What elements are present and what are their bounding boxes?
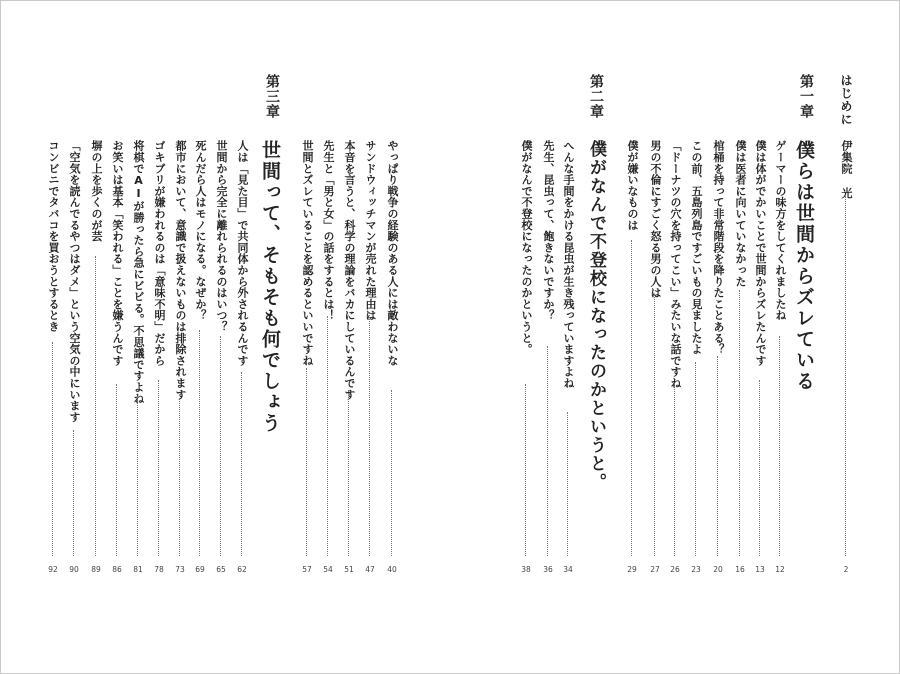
dot-leader [674,386,675,556]
page-number: 36 [543,565,553,574]
page-number: 12 [775,565,785,574]
dot-leader [547,346,548,556]
page-number: 73 [175,565,185,574]
entry-text: へんな手間をかける昆虫が生き残っていますよね [562,140,575,389]
page-number: 86 [112,565,122,574]
dot-leader [391,390,392,556]
page-number: 23 [691,565,701,574]
entry-text: 僕は体がでかいことで世間からズレたんです [754,140,767,366]
page-number: 54 [323,565,333,574]
page-number: 69 [195,565,205,574]
page-number: 81 [133,565,143,574]
page-number: 34 [563,565,573,574]
entry-text: 塀の上を歩くのが芸 [90,140,103,242]
page-number: 2 [843,565,849,574]
dot-leader [779,336,780,556]
dot-leader [158,380,159,556]
entry-text: やっぱり戦争の経験のある人には敵わないな [386,140,399,366]
entry-text: 本音を言うと、科学の理論をバカにしているんです [343,140,356,400]
page-number: 62 [237,565,247,574]
dot-leader [567,412,568,556]
entry-text: ゲーマーの味方をしてくれましたね [774,140,787,321]
entry-text: 男の不倫にすごく怒る男の人は [649,140,662,299]
entry-text: サンドウィッチマンが売れた理由は [364,140,377,321]
page-number: 40 [387,565,397,574]
page-number: 89 [91,565,101,574]
page-number: 29 [627,565,637,574]
dot-leader [631,240,632,556]
page-number: 90 [69,565,79,574]
chapter-3-title: 世間って、そもそも何でしょう [259,140,281,434]
entry-text: 僕が嫌いなものは [626,140,639,231]
page-number: 65 [216,565,226,574]
page-number: 92 [48,565,58,574]
dot-leader [95,256,96,556]
entry-text: 先生、昆虫って、飽きないですか？ [542,140,555,321]
entry-text: 先生と「男と女」の話をするとは！ [322,140,335,321]
dot-leader [52,342,53,556]
dot-leader [199,330,200,556]
entry-text: ゴキブリが嫌われるのは「意味不明」だから [153,140,166,366]
entry-text: お笑いは基本「笑われる」ことを嫌うんです [111,140,124,366]
entry-text: この前、五島列島ですごいもの見ましたよ [690,140,703,355]
dot-leader [137,396,138,556]
entry-text: 「ドーナツの穴を持ってこい」みたいな話ですね [669,140,682,389]
dot-leader [306,368,307,556]
dot-leader [179,398,180,556]
entry-text: 世間とズレていることを認めるといいですね [301,140,314,366]
page-number: 38 [521,565,531,574]
page-number: 16 [735,565,745,574]
dot-leader [845,196,846,556]
dot-leader [348,390,349,556]
dot-leader [739,290,740,556]
dot-leader [327,316,328,556]
dot-leader [695,362,696,556]
entry-text: 僕がなんで不登校になったのかというと。 [520,140,533,355]
entry-text: 「空気を読んでるやつはダメ」という空気の中にいます [68,140,81,423]
dot-leader [369,312,370,556]
entry-text: 都市において、意識で扱えないものは排除されます [174,140,187,400]
chapter-2-title: 僕がなんで不登校になったのかというと。 [586,140,606,492]
dot-leader [654,294,655,556]
dot-leader [116,384,117,556]
chapter-1-title: 僕らは世間からズレている [793,140,815,392]
front-label: はじめに [839,74,853,126]
entry-text: 人は「見た目」で共同体から外されるんです [236,140,249,366]
dot-leader [73,430,74,556]
entry-text: 僕は医者に向いていなかった [734,140,747,287]
dot-leader [759,380,760,556]
entry-text: 棺桶を持って非常階段を降りたことある？ [712,140,725,355]
entry-text: コンビニでタバコを買おうとするとき [47,140,60,333]
entry-text: 死んだら人はモノになる。なぜか？ [194,140,207,321]
front-author: 伊集院 光 [840,140,853,199]
chapter-1-label: 第一章 [798,74,814,119]
page-number: 13 [755,565,765,574]
entry-text: 世間から完全に離れられるのはいつ？ [215,140,228,333]
page-number: 26 [670,565,680,574]
dot-leader [241,372,242,556]
page-number: 20 [713,565,723,574]
page-number: 47 [365,565,375,574]
entry-text: 将棋でAIが勝ったら急にビビる。不思議ですよね [132,140,145,404]
dot-leader [525,384,526,556]
chapter-3-label: 第三章 [264,74,280,119]
page-number: 27 [650,565,660,574]
page-number: 51 [344,565,354,574]
dot-leader [220,336,221,556]
page-number: 57 [302,565,312,574]
chapter-2-label: 第二章 [588,74,604,119]
page-number: 78 [154,565,164,574]
dot-leader [717,356,718,556]
